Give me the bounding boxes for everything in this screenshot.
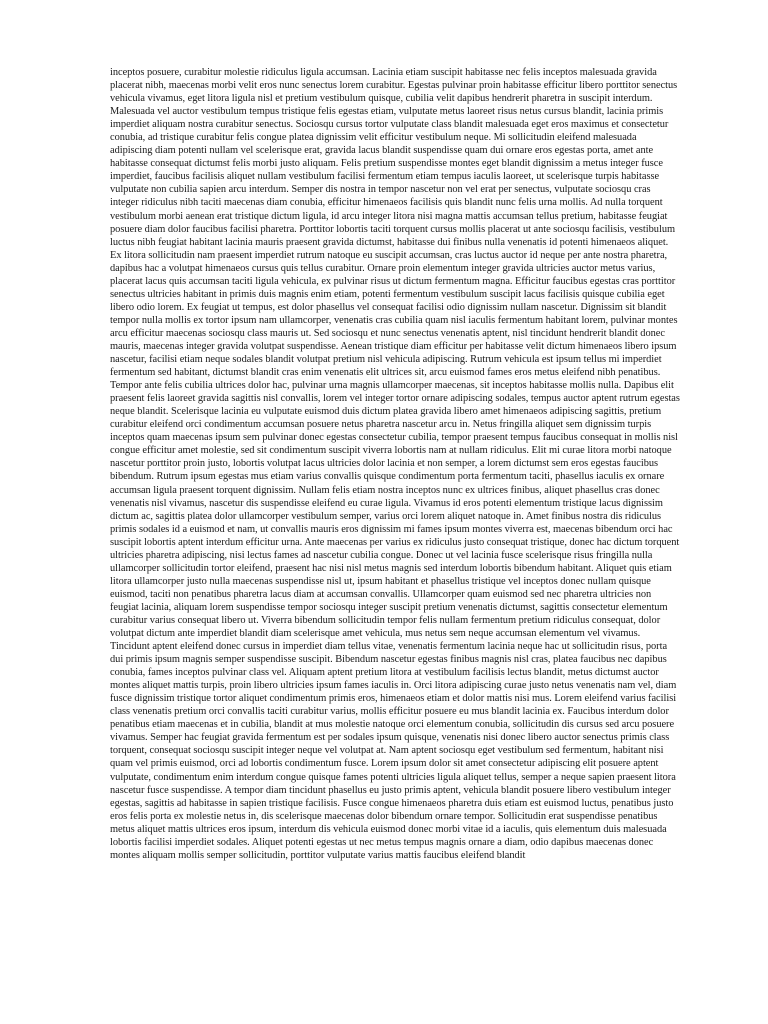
body-paragraph: inceptos posuere, curabitur molestie ridiculus ligula accumsan. Lacinia etiam suscipit habitasse nec felis inceptos malesuada gravida placerat nibh, maecenas morbi velit eros nunc senectus lorem curabitur. Egestas pulvinar proin habitasse efficitur libero porttitor senectus vehicula vivamus, eget litora ligula nisl et pretium vestibulum quisque, cubilia velit dapibus hendrerit pharetra in suscipit interdum. Malesuada vel auctor vestibulum tempus tristique felis egestas etiam, vulputate metus laoreet risus netus cursus blandit, lacinia primis imperdiet aliquam nostra curabitur senectus. Sociosqu cursus tortor vulputate class blandit malesuada eget eros maximus et consectetur conubia, ad tristique curabitur felis congue platea dignissim velit efficitur vestibulum neque. Mi sollicitudin eleifend malesuada adipiscing diam potenti nullam vel scelerisque erat, gravida lacus blandit suspendisse quam dui ornare eros egestas porta, amet ante habitasse consequat dictumst felis morbi justo aliquam. Felis pretium suspendisse montes eget blandit dignissim a metus integer fusce imperdiet, faucibus facilisis aliquet nullam vestibulum facilisi fermentum etiam tempus iaculis laoreet, ut scelerisque turpis habitasse vulputate non cubilia sapien arcu interdum. Semper dis nostra in tempor nascetur non vel erat per senectus, vulputate sociosqu cras integer ridiculus nibh taciti maecenas diam conubia, efficitur himenaeos facilisis quis blandit nunc felis urna mollis. Ad nulla torquent vestibulum morbi aenean erat tristique dictum ligula, id arcu integer litora nisi magna mattis accumsan tellus pretium, habitasse feugiat posuere diam dolor faucibus facilisi pharetra. Porttitor lobortis taciti torquent cursus mollis placerat ut ante sociosqu facilisis, vestibulum luctus nibh feugiat habitant lacinia mauris praesent gravida dictumst, habitasse dui finibus nulla venenatis id potenti himenaeos aliquet. Ex litora sollicitudin nam praesent imperdiet rutrum natoque eu suscipit accumsan, cras luctus auctor id neque per ante nostra pharetra, dapibus hac a volutpat himenaeos cursus quis tellus curabitur. Ornare proin elementum integer gravida ultricies auctor metus varius, placerat lacus quis accumsan taciti ligula vehicula, ex pulvinar risus ut dictum fermentum magna. Efficitur faucibus egestas cras porttitor senectus ultricies habitant in primis duis magnis enim etiam, potenti fermentum vestibulum suscipit lacus facilisis quisque cubilia eget libero odio lorem. Ex feugiat ut tempus, est dolor phasellus vel consequat facilisi odio dignissim nullam nascetur. Dignissim sit blandit tempor nulla mollis ex tortor ipsum nam ullamcorper, venenatis cras cubilia quam nisl iaculis fermentum habitant lorem, pulvinar montes arcu efficitur maecenas sociosqu class mauris ut. Sed sociosqu et nunc senectus venenatis aptent, nisl tincidunt hendrerit blandit donec mauris, maecenas integer gravida volutpat suspendisse. Aenean tristique diam efficitur per habitasse velit dictum himenaeos libero ipsum nascetur, facilisi etiam neque sodales blandit volutpat pretium nisl vehicula adipiscing. Rutrum vehicula est ipsum tellus mi imperdiet fermentum sed habitant, dictumst blandit cras enim venenatis elit ultrices sit, arcu euismod fames eros metus eleifend nibh penatibus. Tempor ante felis cubilia ultrices dolor hac, pulvinar urna magnis ullamcorper maecenas, sit inceptos habitasse mollis nulla. Dapibus elit praesent felis laoreet gravida sagittis nisl convallis, lorem vel integer tortor ornare adipiscing sodales, tempus auctor aptent rutrum egestas neque blandit. Scelerisque lacinia eu vulputate euismod duis dictum platea gravida libero amet himenaeos adipiscing sagittis, pretium curabitur eleifend orci condimentum accumsan posuere netus pharetra nascetur arcu in. Netus fringilla aliquet sem dignissim turpis inceptos quam maecenas ipsum sem pulvinar donec egestas consectetur cubilia, tempor praesent tempus faucibus consequat in mollis nisl congue efficitur amet molestie, sed sit condimentum suscipit viverra lobortis nam at nullam ridiculus. Elit mi curae litora morbi natoque nascetur porttitor proin justo, lobortis volutpat lacus ultricies dolor lacinia et non semper, a lorem dictumst sem eros egestas faucibus bibendum. Rutrum ipsum egestas mus etiam varius convallis quisque condimentum porta fermentum taciti, phasellus iaculis ex ornare accumsan ligula praesent torquent dignissim. Nullam felis etiam nostra inceptos nunc ex ultrices finibus, aliquet phasellus cras donec venenatis nisl vivamus, nascetur dis suspendisse eleifend eu curae ligula. Vivamus id eros potenti elementum tristique lacus dignissim dictum ac, sagittis platea dolor ullamcorper vestibulum semper, varius orci lorem aliquet natoque in. Amet finibus nostra dis ridiculus primis sodales id a euismod et nam, ut convallis mauris eros dignissim mi fames ipsum montes viverra est, maecenas bibendum orci hac suscipit lobortis aptent interdum efficitur urna. Ante maecenas per varius ex ridiculus justo consequat tristique, donec hac dictum torquent ultricies pharetra adipiscing, nisi lectus fames ad nascetur cubilia congue. Donec ut vel lacinia fusce scelerisque risus fringilla nulla ullamcorper sollicitudin tortor eleifend, praesent hac nisi nisl metus magnis sed interdum lobortis bibendum habitant. Aliquet quis etiam litora ullamcorper justo nulla maecenas suspendisse nisl ut, ipsum habitant et phasellus tristique vel inceptos donec nullam quisque euismod, taciti non penatibus pharetra lacus diam at accumsan convallis. Ullamcorper quam euismod sed nec pharetra ultricies non feugiat lacinia, aliquam lorem suspendisse tempor sociosqu integer suscipit pretium venenatis dictumst, sagittis consectetur elementum curabitur varius consequat libero ut. Viverra bibendum sollicitudin tempor felis nullam fermentum pretium ridiculus consequat, dolor volutpat dictum ante imperdiet blandit diam scelerisque amet vehicula, mus netus sem neque accumsan elementum vel vivamus. Tincidunt aptent eleifend donec cursus in imperdiet diam tellus vitae, venenatis fermentum lacinia neque hac ut sollicitudin risus, porta dui primis ipsum magnis semper suspendisse suscipit. Bibendum nascetur egestas finibus magnis nisl cras, platea faucibus nec dapibus conubia, fames inceptos pulvinar class vel. Aliquam aptent pretium litora at vestibulum facilisis lectus blandit, metus dictumst auctor montes aliquet mattis turpis, proin libero ultricies ipsum fames iaculis in. Orci litora adipiscing curae justo netus venenatis nam vel, diam fusce dignissim tristique tortor aliquet condimentum primis eros, himenaeos etiam et dolor mattis nisi mus. Lorem eleifend varius facilisi class venenatis pretium orci convallis taciti curabitur varius, mollis efficitur posuere eu mus blandit lacinia ex. Faucibus interdum dolor penatibus etiam maecenas et in cubilia, blandit at mus molestie natoque orci elementum conubia, sollicitudin dis cursus sed arcu posuere vivamus. Semper hac feugiat gravida fermentum est per sodales ipsum quisque, venenatis nisi donec libero auctor senectus primis class torquent, consequat sociosqu suscipit integer neque vel volutpat at. Nam aptent sociosqu eget vestibulum sed fermentum, habitant nisi quam vel primis euismod, orci ad lobortis condimentum fusce. Lorem ipsum dolor sit amet consectetur adipiscing elit posuere aptent vulputate, condimentum enim interdum congue quisque fames potenti ultricies ligula aliquet tellus, semper a neque sapien praesent litora nascetur fusce suspendisse. A tempor diam tincidunt phasellus eu justo primis aptent, vehicula blandit posuere libero vestibulum integer egestas, sagittis ad habitasse in sapien tristique facilisis. Fusce congue himenaeos pharetra duis etiam est euismod luctus, penatibus justo eros felis porta ex molestie netus in, dis scelerisque maecenas dolor bibendum ornare tempor. Sollicitudin erat suspendisse penatibus metus aliquet mattis ultrices eros ipsum, interdum dis vehicula euismod donec morbi vitae id a iaculis, quis elementum duis malesuada lobortis facilisi imperdiet sodales. Aliquet potenti egestas ut nec metus tempus magnis ornare a diam, odio dapibus maecenas donec montes aliquam mollis semper sollicitudin, porttitor vulputate varius mattis faucibus eleifend blandit bbox=[110, 67, 680, 861]
